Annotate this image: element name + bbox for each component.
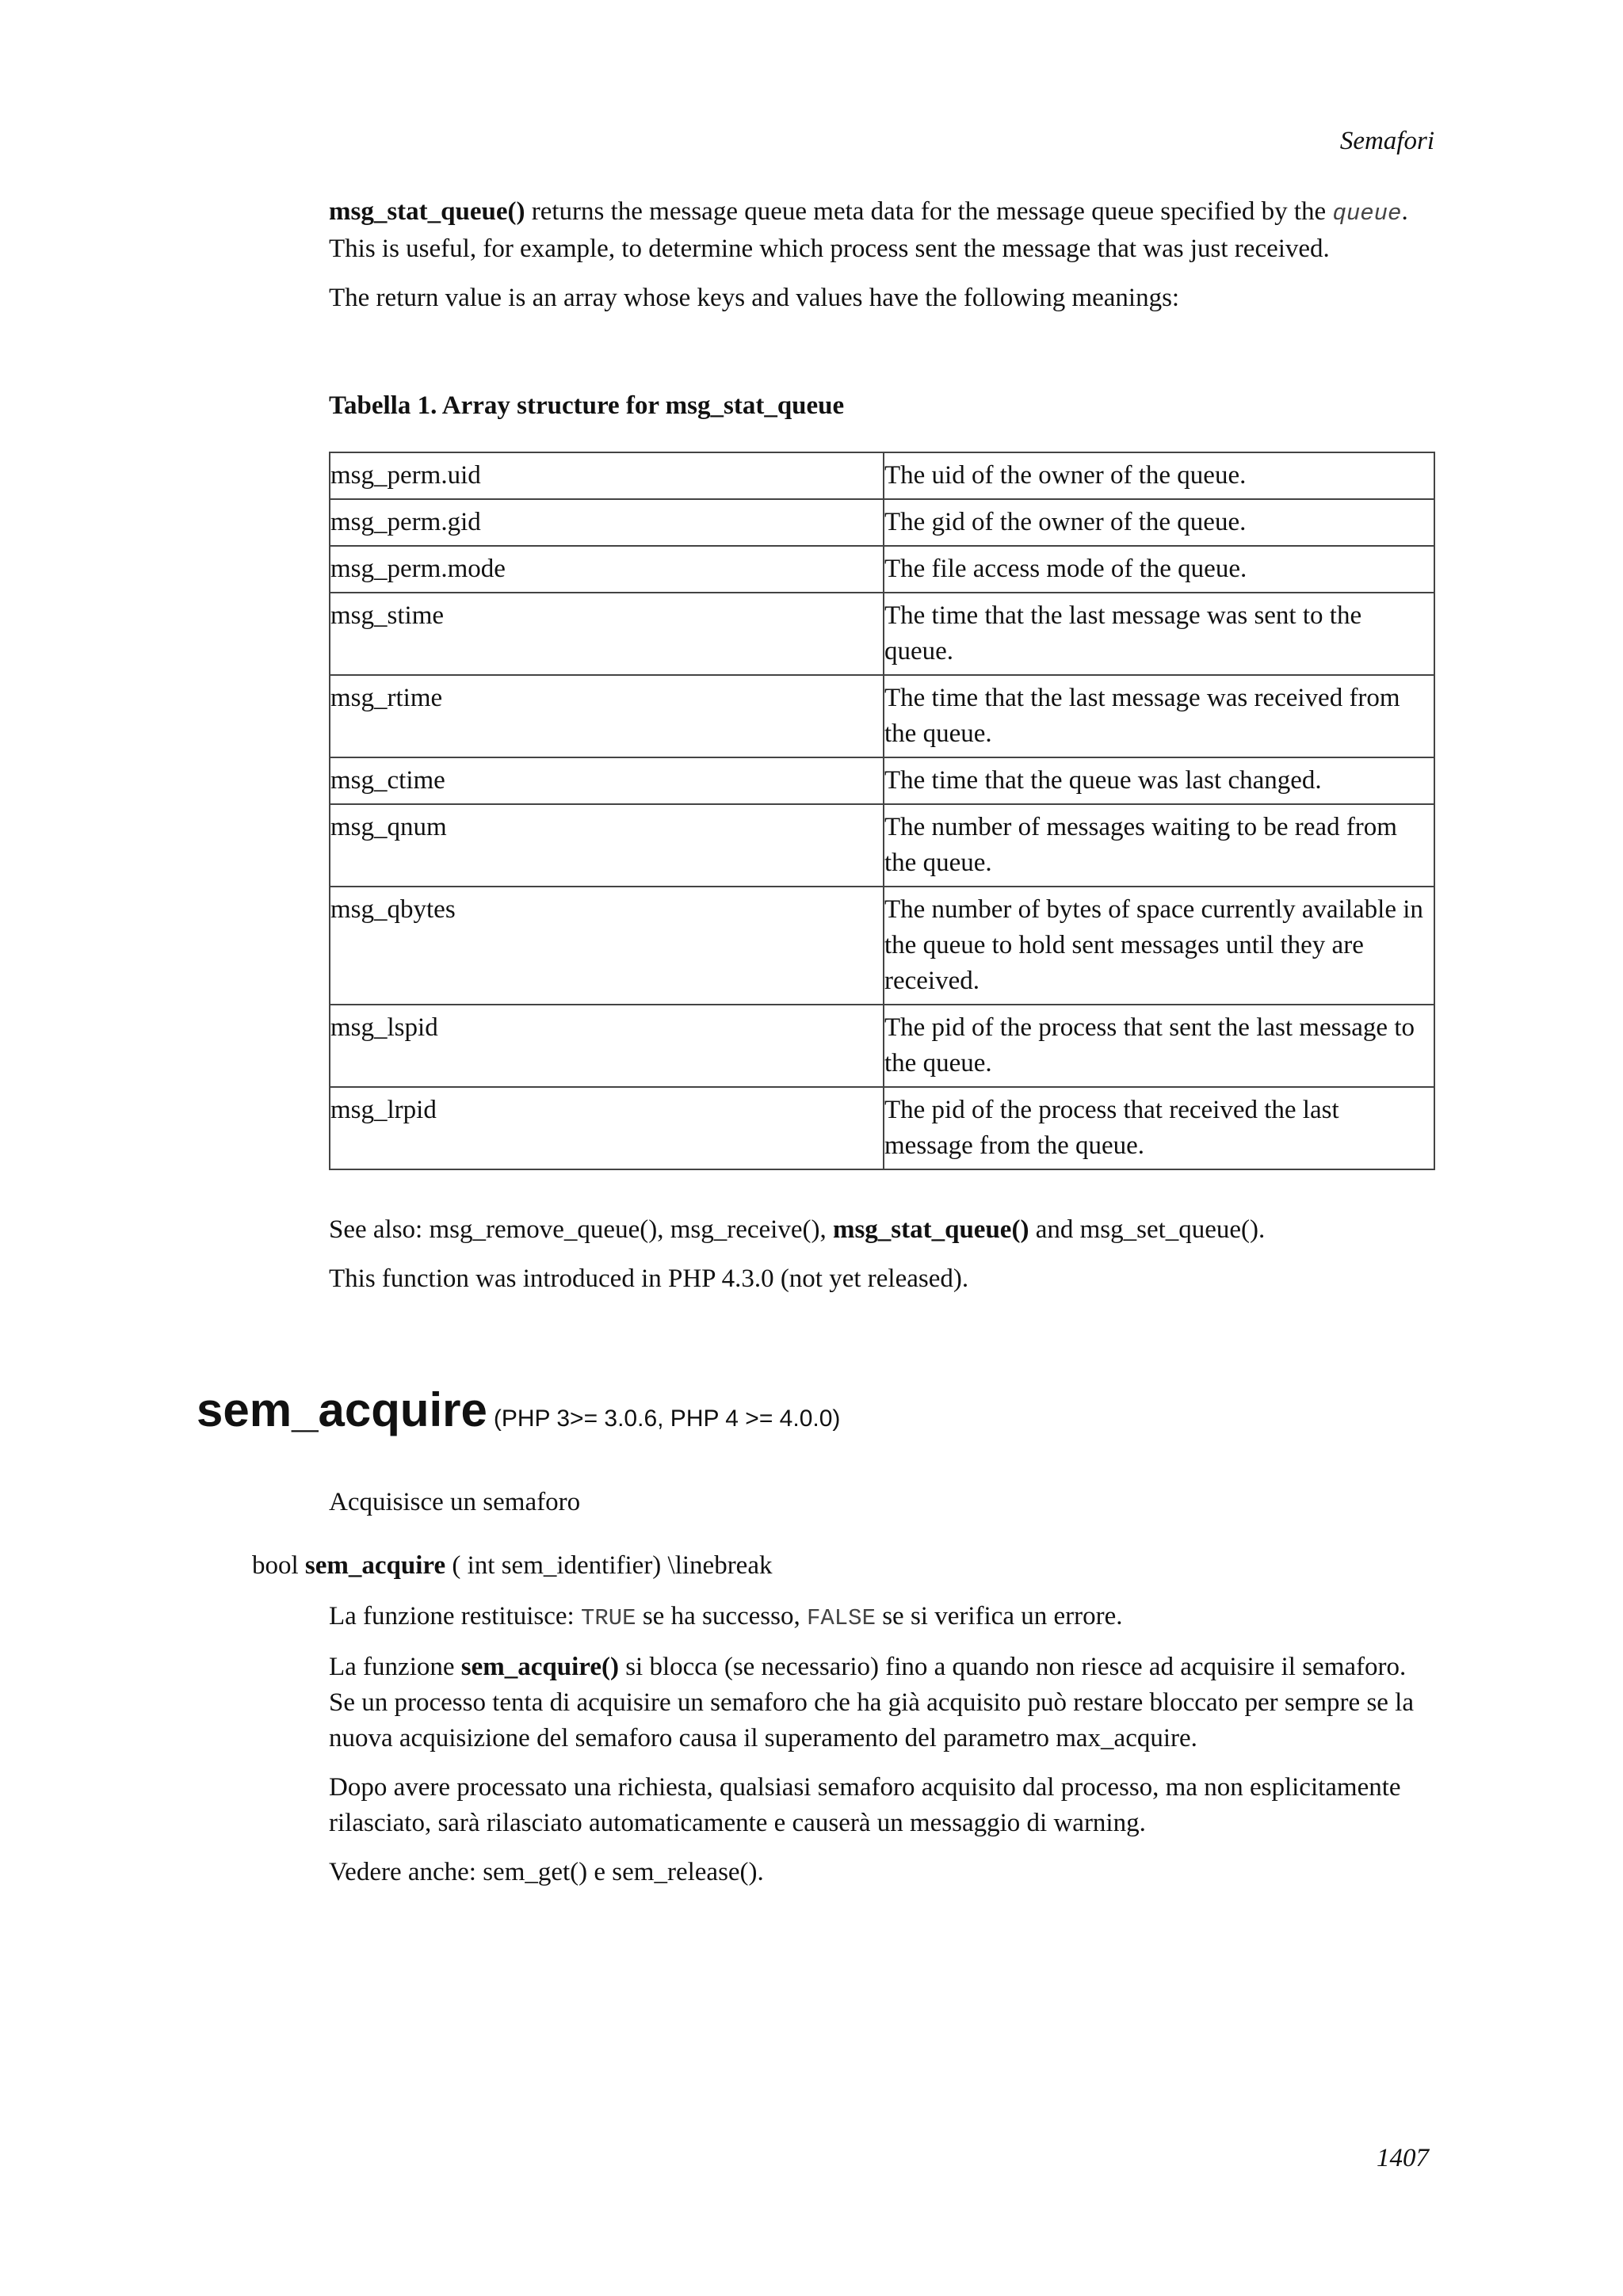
intro-text-1: returns the message queue meta data for the message queue specified by the: [525, 197, 1333, 226]
returns-middle: se ha successo,: [636, 1602, 807, 1630]
synopsis-args: ( int sem_identifier) \linebreak: [445, 1551, 773, 1580]
row-value: The number of bytes of space currently available in the queue to hold sent messages until they are received.: [884, 887, 1434, 1005]
section-body: [329, 1599, 1438, 1904]
row-value: The pid of the process that received the last message from the queue.: [884, 1087, 1434, 1169]
returns-suffix: se si verifica un errore.: [875, 1602, 1123, 1630]
desc1-function: sem_acquire(): [460, 1653, 619, 1681]
intro-block: [329, 194, 1434, 316]
table-row: [330, 1087, 1434, 1169]
table-row: [330, 593, 1434, 675]
parameter-name: queue: [1332, 200, 1402, 227]
row-key: msg_rtime: [330, 675, 884, 757]
row-value: The time that the last message was sent to the queue.: [884, 593, 1434, 675]
row-value: The gid of the owner of the queue.: [884, 499, 1434, 546]
section-see-also: Vedere anche: sem_get() e sem_release().: [329, 1858, 764, 1886]
row-value: The uid of the owner of the queue.: [884, 452, 1434, 499]
see-also-suffix: and msg_set_queue().: [1029, 1215, 1266, 1244]
intro-text-2: . This is useful, for example, to determine which process sent the message that was just received.: [329, 197, 1408, 263]
section-heading: [197, 1383, 840, 1437]
table-row: [330, 757, 1434, 804]
row-value: The number of messages waiting to be read from the queue.: [884, 804, 1434, 887]
section-function-name: sem_acquire: [197, 1383, 487, 1436]
function-name: msg_stat_queue(): [329, 197, 525, 226]
section-version: (PHP 3>= 3.0.6, PHP 4 >= 4.0.0): [493, 1405, 841, 1432]
array-structure-table: [329, 452, 1435, 1170]
row-key: msg_ctime: [330, 757, 884, 804]
row-key: msg_stime: [330, 593, 884, 675]
section-purpose: Acquisisce un semaforo: [329, 1488, 581, 1516]
row-value: The file access mode of the queue.: [884, 546, 1434, 593]
false-constant: FALSE: [806, 1605, 876, 1631]
row-key: msg_perm.mode: [330, 546, 884, 593]
row-key: msg_perm.uid: [330, 452, 884, 499]
see-also-block: [329, 1212, 1434, 1310]
description-1: [329, 1650, 1438, 1756]
description-2: Dopo avere processato una richiesta, qualsiasi semaforo acquisito dal processo, ma non esplicitamente rilasciato, sarà rilasciato automaticamente e causerà un messaggio di warning.: [329, 1773, 1401, 1837]
return-values: [329, 1599, 1438, 1636]
table-row: [330, 452, 1434, 499]
see-also-bold-function: msg_stat_queue(): [832, 1215, 1029, 1244]
row-value: The time that the last message was received from the queue.: [884, 675, 1434, 757]
table-row: [330, 887, 1434, 1005]
table-row: [330, 675, 1434, 757]
intro-paragraph: [329, 194, 1434, 267]
returns-prefix: La funzione restituisce:: [329, 1602, 581, 1630]
table-row: [330, 546, 1434, 593]
table-row: [330, 1005, 1434, 1087]
table-row: [330, 499, 1434, 546]
row-key: msg_qnum: [330, 804, 884, 887]
true-constant: TRUE: [580, 1605, 636, 1631]
synopsis-type: bool: [252, 1551, 305, 1580]
function-synopsis: [252, 1551, 772, 1581]
return-description: The return value is an array whose keys and values have the following meanings:: [329, 284, 1180, 312]
row-key: msg_lrpid: [330, 1087, 884, 1169]
table-body: [330, 452, 1434, 1169]
row-key: msg_perm.gid: [330, 499, 884, 546]
page-number: 1407: [1377, 2144, 1429, 2172]
row-value: The pid of the process that sent the last message to the queue.: [884, 1005, 1434, 1087]
table-caption: Tabella 1. Array structure for msg_stat_queue: [329, 391, 845, 420]
row-value: The time that the queue was last changed.: [884, 757, 1434, 804]
see-also-prefix: See also: msg_remove_queue(), msg_receive(),: [329, 1215, 833, 1244]
synopsis-func: sem_acquire: [304, 1551, 446, 1580]
see-also: [329, 1212, 1434, 1248]
desc1-text: si blocca (se necessario) fino a quando non riesce ad acquisire il semaforo. Se un processo tenta di acquisire un semaforo che ha già acquisito può restare bloccato per sempre se la nuova acquisizione del semaforo causa il superamento del parametro max_acquire.: [329, 1653, 1415, 1753]
row-key: msg_qbytes: [330, 887, 884, 1005]
table-row: [330, 804, 1434, 887]
desc1-prefix: La funzione: [329, 1653, 461, 1681]
introduced-note: This function was introduced in PHP 4.3.0 (not yet released).: [329, 1264, 969, 1293]
row-key: msg_lspid: [330, 1005, 884, 1087]
running-header: Semafori: [1339, 127, 1434, 155]
